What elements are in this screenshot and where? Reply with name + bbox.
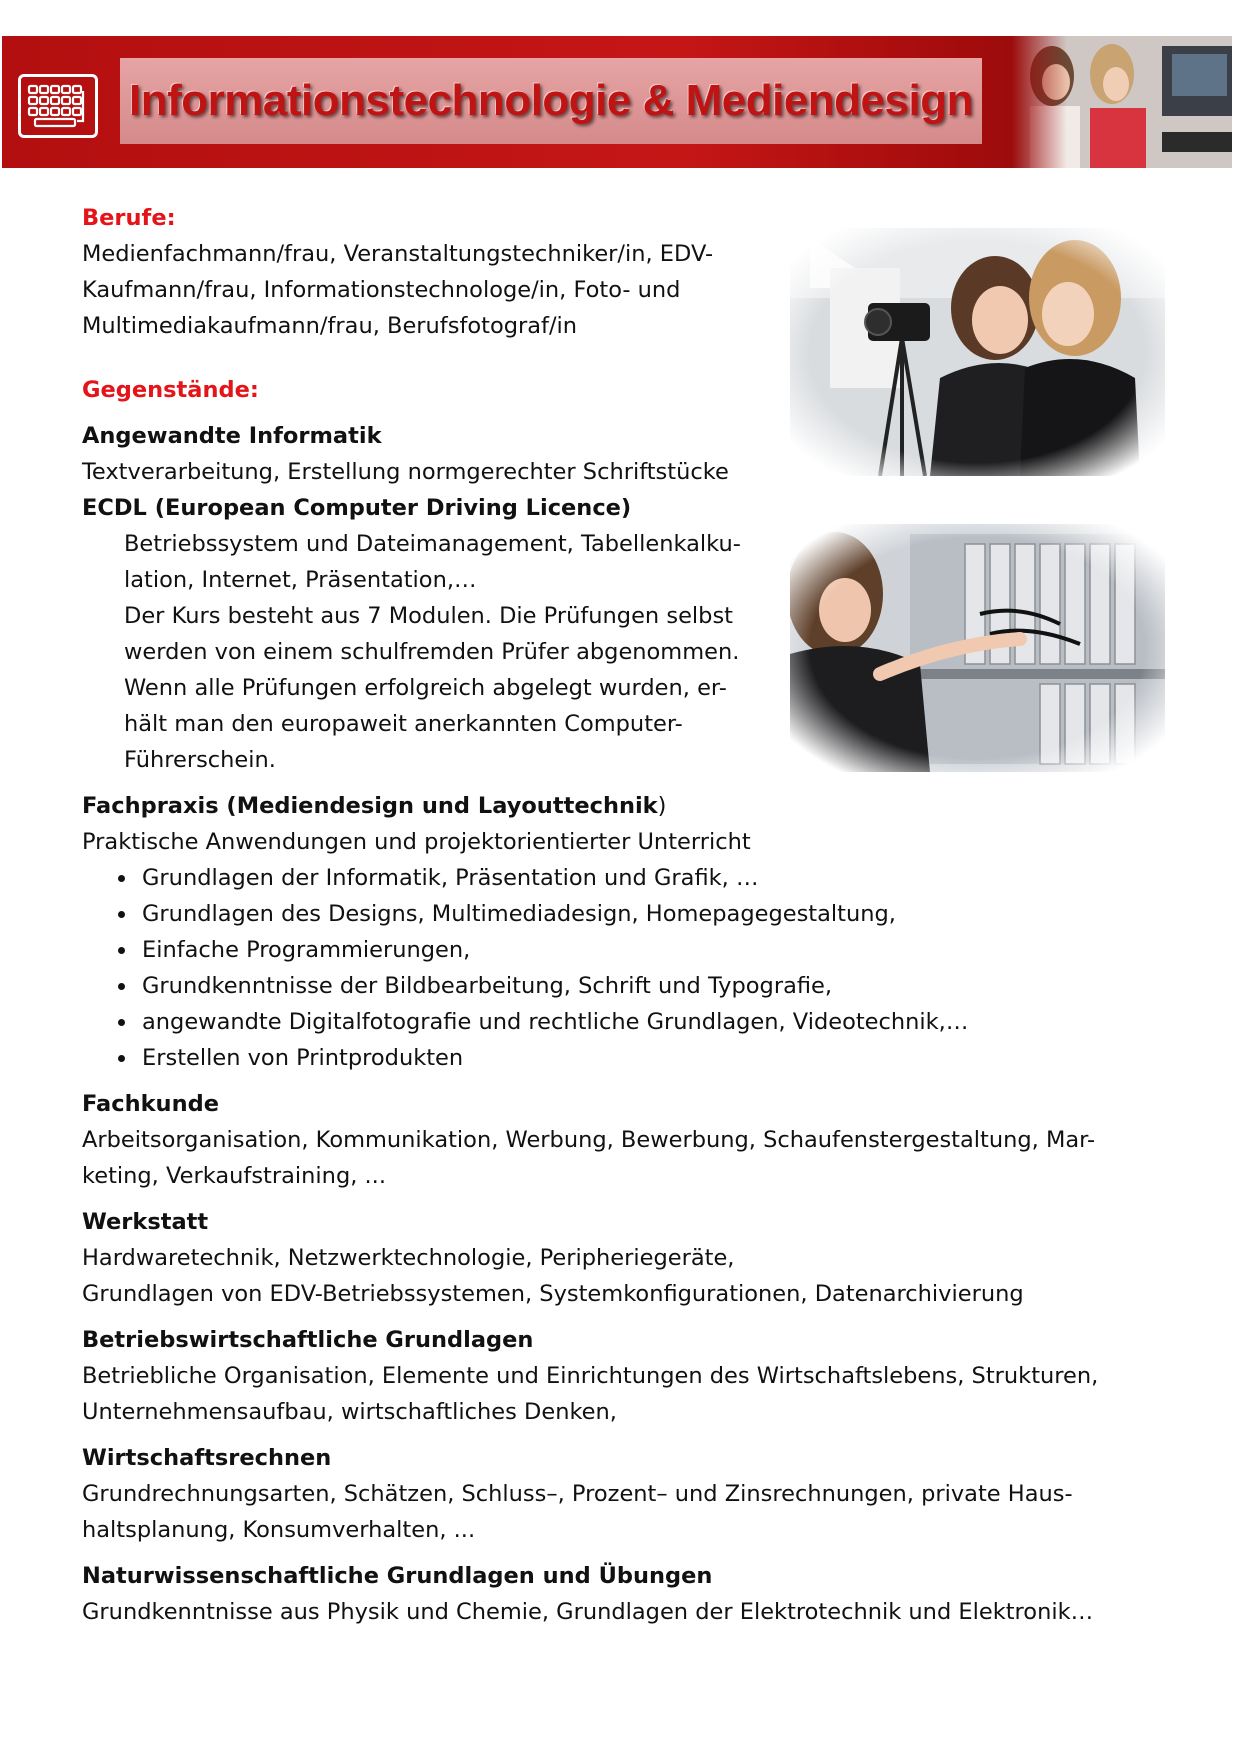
fachpraxis-heading: Fachpraxis (Mediendesign und Layouttechnik [82,793,658,819]
keyboard-icon [18,74,98,138]
fachkunde-heading: Fachkunde [82,1091,219,1117]
berufe-line: Medienfachmann/frau, Veranstaltungstechniker/in, EDV- [82,241,714,267]
ecdl-line: Der Kurs besteht aus 7 Modulen. Die Prüfungen selbst [124,603,733,629]
list-item: Einfache Programmierungen, [142,932,1162,968]
fachpraxis-bullet-list [82,860,1162,1076]
naturwissenschaft-heading: Naturwissenschaftliche Grundlagen und Übungen [82,1563,713,1589]
informatik-heading: Angewandte Informatik [82,423,382,449]
fachpraxis-heading-close: ) [657,793,667,819]
bwl-line: Unternehmensaufbau, wirtschaftliches Denken, [82,1399,617,1425]
werkstatt-line: Hardwaretechnik, Netzwerktechnologie, Peripheriegeräte, [82,1245,735,1271]
list-item: Erstellen von Printprodukten [142,1040,1162,1076]
berufe-line: Multimediakaufmann/frau, Berufsfotograf/in [82,313,578,339]
title-box [120,58,982,144]
ecdl-line: lation, Internet, Präsentation,… [124,567,477,593]
students-at-computers-photo [1012,36,1232,168]
list-item: Grundlagen der Informatik, Präsentation und Grafik, … [142,860,1162,896]
wirtschaftsrechnen-line: haltsplanung, Konsumverhalten, ... [82,1517,476,1543]
wirtschaftsrechnen-line: Grundrechnungsarten, Schätzen, Schluss–, Prozent– und Zinsrechnungen, private Haus- [82,1481,1073,1507]
page-title: Informationstechnologie & Mediendesign [129,76,973,125]
list-item: angewandte Digitalfotografie und rechtliche Grundlagen, Videotechnik,… [142,1004,1162,1040]
werkstatt-heading: Werkstatt [82,1209,209,1235]
werkstatt-line: Grundlagen von EDV-Betriebssystemen, Systemkonfigurationen, Datenarchivierung [82,1281,1024,1307]
wirtschaftsrechnen-heading: Wirtschaftsrechnen [82,1445,332,1471]
ecdl-heading: ECDL (European Computer Driving Licence) [82,495,632,521]
fachkunde-line: keting, Verkaufstraining, ... [82,1163,386,1189]
ecdl-line: Betriebssystem und Dateimanagement, Tabellenkalku- [124,531,741,557]
document-body [82,200,1162,1630]
berufe-heading: Berufe: [82,205,176,231]
fachpraxis-text: Praktische Anwendungen und projektorientierter Unterricht [82,829,751,855]
gegenstaende-heading: Gegenstände: [82,377,259,403]
fachpraxis-heading-row [82,788,1162,824]
berufe-line: Kaufmann/frau, Informationstechnologe/in, Foto- und [82,277,681,303]
list-item: Grundlagen des Designs, Multimediadesign, Homepagegestaltung, [142,896,1162,932]
ecdl-line: Wenn alle Prüfungen erfolgreich abgelegt wurden, er- [124,675,727,701]
ecdl-line: Führerschein. [124,747,276,773]
informatik-text: Textverarbeitung, Erstellung normgerechter Schriftstücke [82,459,729,485]
bwl-line: Betriebliche Organisation, Elemente und Einrichtungen des Wirtschaftslebens, Strukturen, [82,1363,1099,1389]
header-banner [2,36,1232,168]
ecdl-line: hält man den europaweit anerkannten Computer- [124,711,683,737]
list-item: Grundkenntnisse der Bildbearbeitung, Schrift und Typografie, [142,968,1162,1004]
naturwissenschaft-text: Grundkenntnisse aus Physik und Chemie, Grundlagen der Elektrotechnik und Elektronik… [82,1599,1094,1625]
ecdl-line: werden von einem schulfremden Prüfer abgenommen. [124,639,740,665]
fachkunde-line: Arbeitsorganisation, Kommunikation, Werbung, Bewerbung, Schaufenstergestaltung, Mar- [82,1127,1096,1153]
bwl-heading: Betriebswirtschaftliche Grundlagen [82,1327,534,1353]
